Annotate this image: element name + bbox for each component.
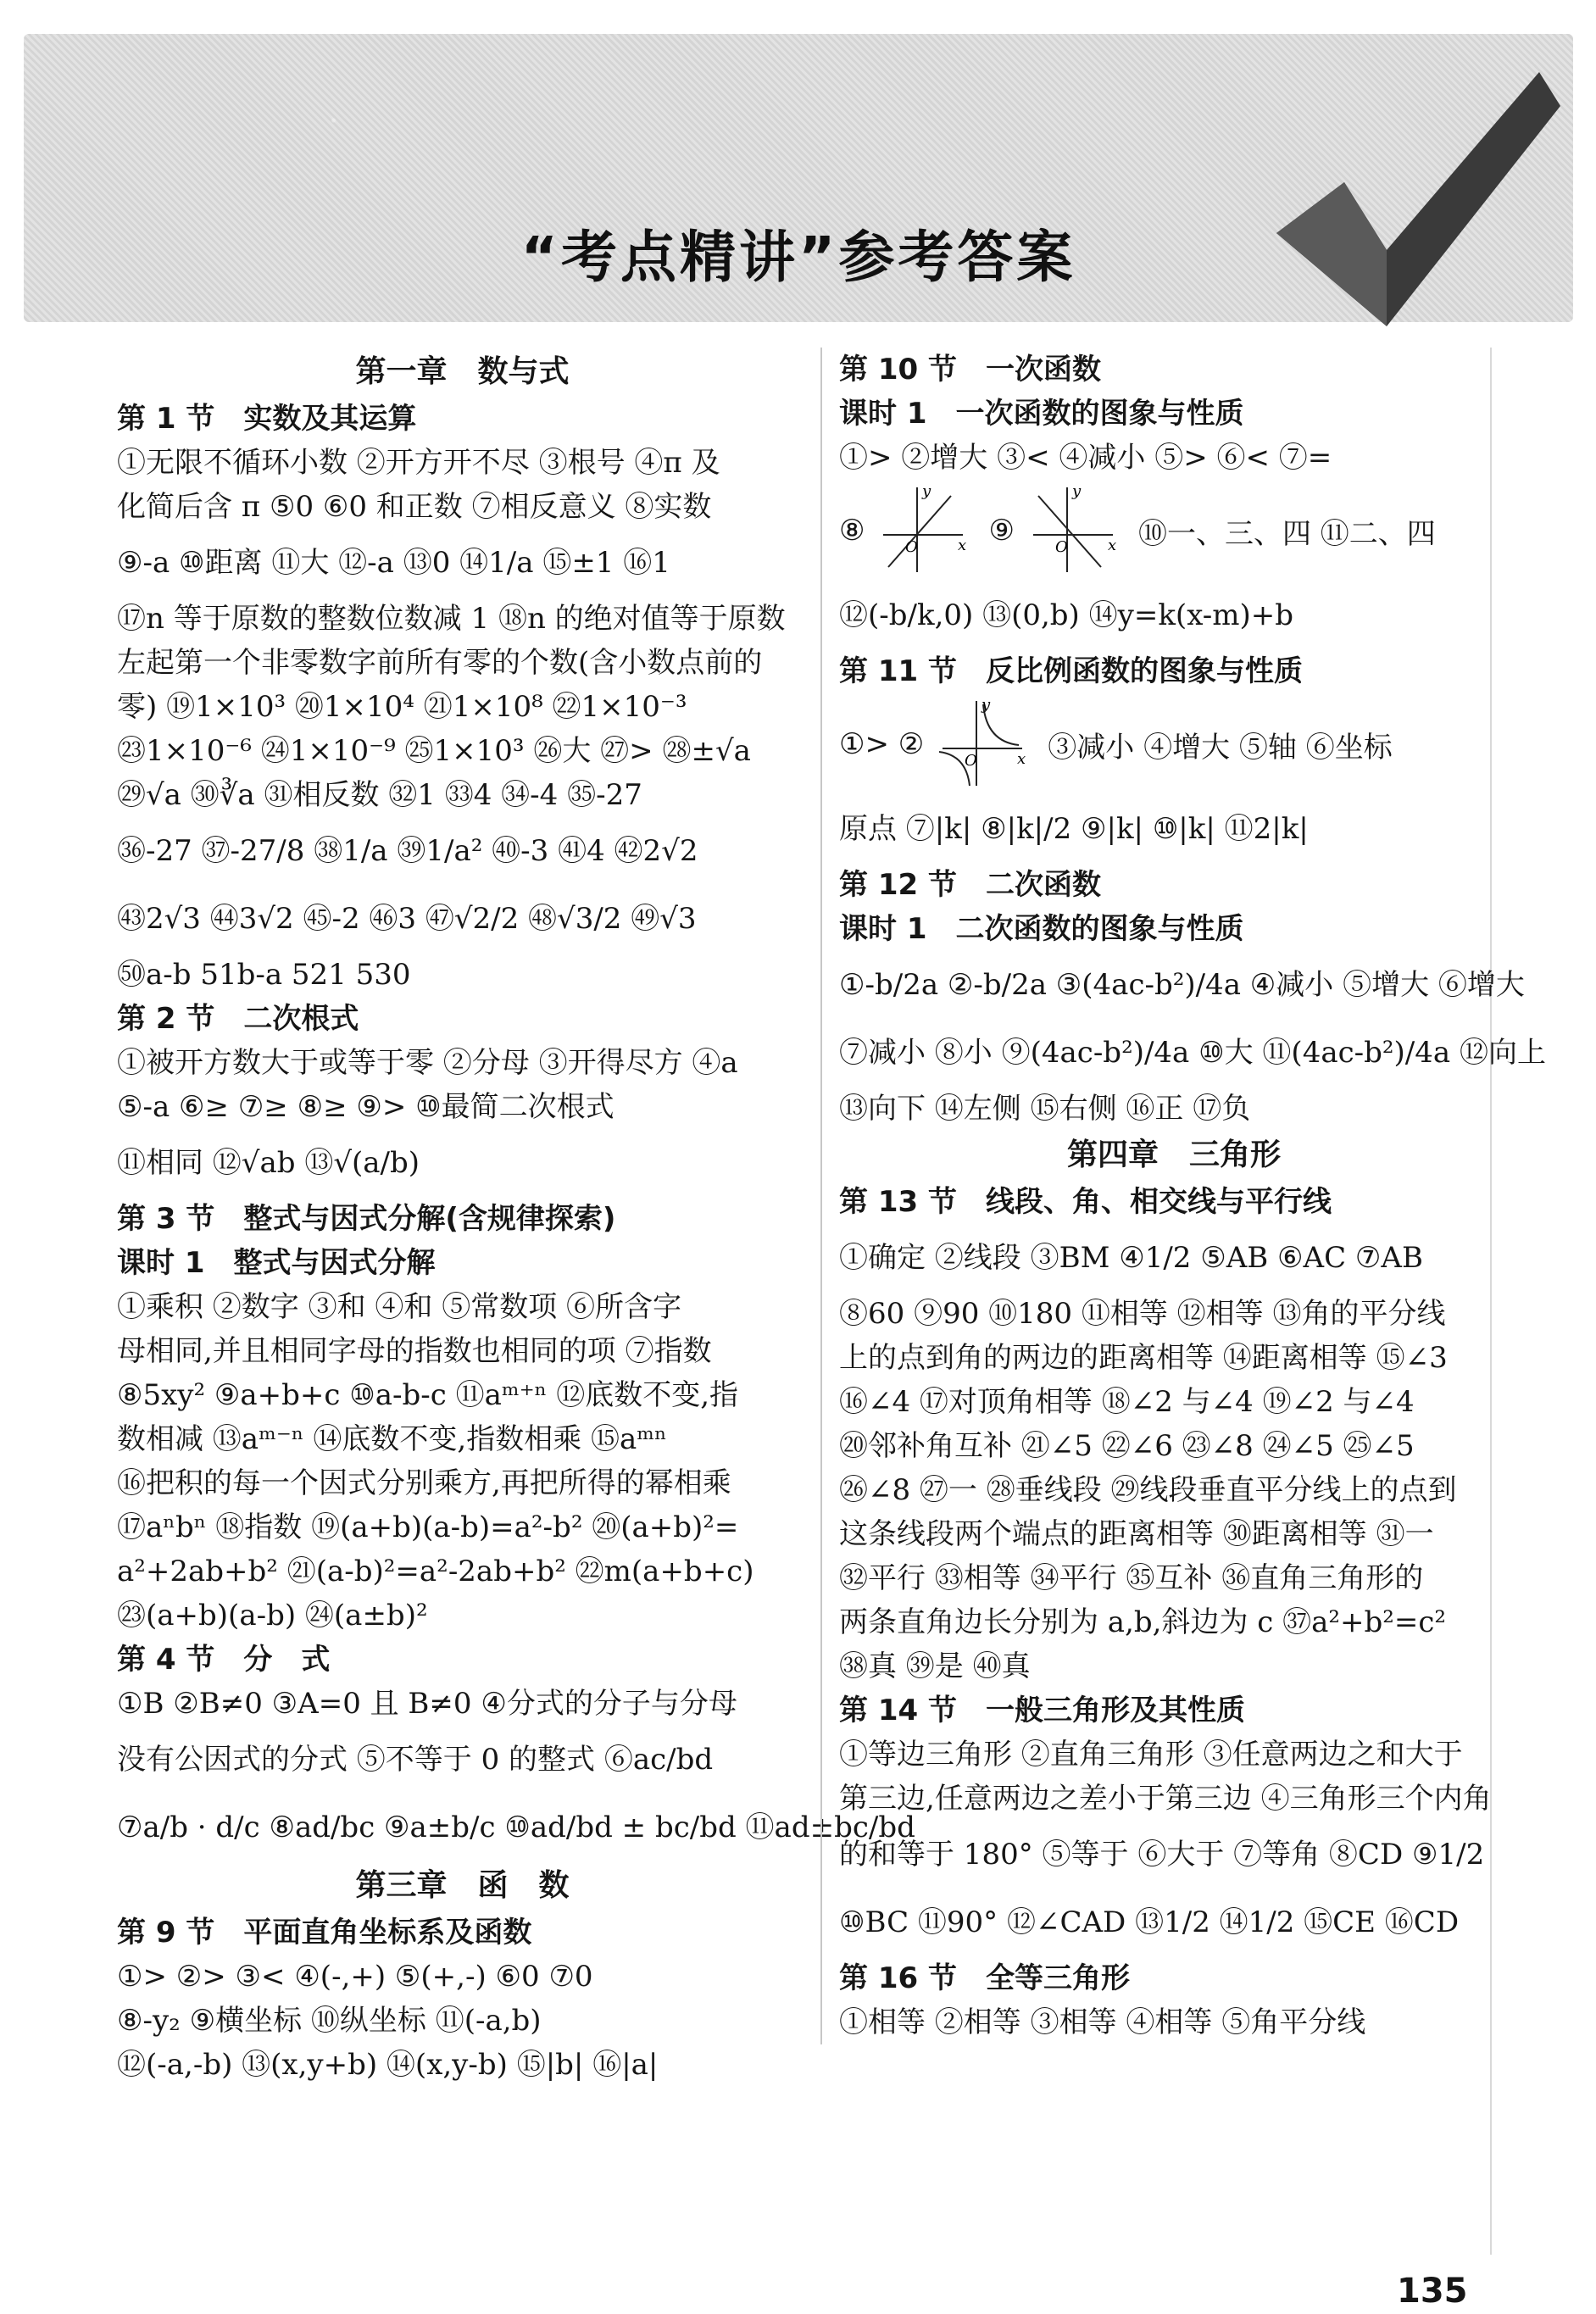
section-heading: 第 4 节 分 式 bbox=[117, 1643, 331, 1677]
answer-line: 原点 ⑦|k| ⑧|k|/2 ⑨|k| ⑩|k| ⑪2|k| bbox=[839, 812, 1309, 846]
answer-line: ①乘积 ②数字 ③和 ④和 ⑤常数项 ⑥所含字 bbox=[117, 1290, 682, 1324]
section-heading: 第 11 节 反比例函数的图象与性质 bbox=[839, 654, 1303, 688]
section-heading: 课时 1 整式与因式分解 bbox=[117, 1246, 436, 1280]
answer-line: ㉖∠8 ㉗一 ㉘垂线段 ㉙线段垂直平分线上的点到 bbox=[839, 1473, 1457, 1507]
answer-line: ⑪相同 ⑫√ab ⑬√(a/b) bbox=[117, 1146, 420, 1180]
graph-label: ⑧ bbox=[839, 514, 865, 548]
answer-line: ⑳邻补角互补 ㉑∠5 ㉒∠6 ㉓∠8 ㉔∠5 ㉕∠5 bbox=[839, 1429, 1415, 1463]
answer-line: ㊳真 ㊴是 ㊵真 bbox=[839, 1649, 1031, 1683]
section-heading: 第 12 节 二次函数 bbox=[839, 868, 1101, 902]
answer-line: ⑧5xy² ⑨a+b+c ⑩a-b-c ⑪aᵐ⁺ⁿ ⑫底数不变,指 bbox=[117, 1378, 739, 1412]
answer-line: ⑫(-b/k,0) ⑬(0,b) ⑭y=k(x-m)+b bbox=[839, 598, 1294, 632]
answer-line: ⑦减小 ⑧小 ⑨(4ac-b²)/4a ⑩大 ⑪(4ac-b²)/4a ⑫向上 bbox=[839, 1036, 1546, 1070]
answer-text: ⑩一、三、四 ⑪二、四 bbox=[1137, 516, 1436, 551]
graph-label: ⑨ bbox=[988, 514, 1015, 548]
section-heading: 第 10 节 一次函数 bbox=[839, 353, 1101, 387]
left-column bbox=[117, 348, 915, 2087]
answer-line: 上的点到角的两边的距离相等 ⑭距离相等 ⑮∠3 bbox=[839, 1341, 1448, 1375]
section-heading: 课时 1 二次函数的图象与性质 bbox=[839, 912, 1244, 946]
answer-line: 这条线段两个端点的距离相等 ㉚距离相等 ㉛一 bbox=[839, 1517, 1434, 1551]
answer-line: ㉓(a+b)(a-b) ㉔(a±b)² bbox=[117, 1599, 428, 1633]
page-number: 135 bbox=[1397, 2272, 1468, 2311]
section-heading: 第 9 节 平面直角坐标系及函数 bbox=[117, 1916, 532, 1950]
linear-graph bbox=[875, 484, 968, 577]
linear-graph-row bbox=[839, 480, 1509, 581]
answer-line: ⑯∠4 ⑰对顶角相等 ⑱∠2 与∠4 ⑲∠2 与∠4 bbox=[839, 1385, 1415, 1419]
inverse-graph-row bbox=[839, 693, 1509, 795]
svg-text:x: x bbox=[958, 537, 967, 554]
answer-line: ⑯把积的每一个因式分别乘方,再把所得的幂相乘 bbox=[117, 1466, 731, 1500]
answer-line: 两条直角边长分别为 a,b,斜边为 c ㊲a²+b²=c² bbox=[839, 1605, 1447, 1639]
answer-line: 化简后含 π ⑤0 ⑥0 和正数 ⑦相反意义 ⑧实数 bbox=[117, 490, 712, 524]
checkmark-icon bbox=[1260, 55, 1565, 343]
answer-line: 数相减 ⑬aᵐ⁻ⁿ ⑭底数不变,指数相乘 ⑮aᵐⁿ bbox=[117, 1422, 667, 1456]
answer-line: ⑧60 ⑨90 ⑩180 ⑪相等 ⑫相等 ⑬角的平分线 bbox=[839, 1297, 1446, 1331]
svg-text:x: x bbox=[1017, 750, 1026, 768]
answer-line: 左起第一个非零数字前所有零的个数(含小数点前的 bbox=[117, 646, 763, 680]
answer-line: ①> ②增大 ③< ④减小 ⑤> ⑥< ⑦= bbox=[839, 441, 1332, 475]
answer-text: ③减小 ④增大 ⑤轴 ⑥坐标 bbox=[1048, 730, 1393, 765]
section-heading: 第 13 节 线段、角、相交线与平行线 bbox=[839, 1185, 1332, 1219]
chapter-heading: 第四章 三角形 bbox=[1066, 1138, 1281, 1172]
right-column bbox=[820, 348, 1546, 2044]
section-heading: 课时 1 一次函数的图象与性质 bbox=[839, 397, 1244, 431]
svg-text:y: y bbox=[1071, 484, 1082, 500]
page-title: “考点精讲”参考答案 bbox=[520, 225, 1076, 290]
answer-line: ①确定 ②线段 ③BM ④1/2 ⑤AB ⑥AC ⑦AB bbox=[839, 1241, 1423, 1275]
answer-line: ⑰aⁿbⁿ ⑱指数 ⑲(a+b)(a-b)=a²-b² ⑳(a+b)²= bbox=[117, 1510, 739, 1544]
answer-line: ⑰n 等于原数的整数位数减 1 ⑱n 的绝对值等于原数 bbox=[117, 602, 786, 636]
section-heading: 第 1 节 实数及其运算 bbox=[117, 402, 417, 436]
answer-line: ⑧-y₂ ⑨横坐标 ⑩纵坐标 ⑪(-a,b) bbox=[117, 2004, 542, 2038]
answer-line: ㉙√a ㉚∛a ㉛相反数 ㉜1 ㉝4 ㉞-4 ㉟-27 bbox=[117, 778, 642, 812]
svg-text:O: O bbox=[965, 752, 978, 770]
answer-line: ⑤-a ⑥≥ ⑦≥ ⑧≥ ⑨> ⑩最简二次根式 bbox=[117, 1090, 614, 1124]
linear-graph bbox=[1025, 484, 1118, 577]
answer-line: ⑬向下 ⑭左侧 ⑮右侧 ⑯正 ⑰负 bbox=[839, 1092, 1251, 1126]
header-banner bbox=[24, 34, 1573, 322]
answer-content bbox=[100, 348, 1546, 2255]
chapter-heading: 第三章 函 数 bbox=[355, 1868, 570, 1903]
svg-text:y: y bbox=[922, 484, 931, 500]
answer-text: ①> ② bbox=[839, 727, 925, 761]
chapter-heading: 第一章 数与式 bbox=[355, 354, 570, 389]
answer-line: ㊱-27 ㊲-27/8 ㊳1/a ㊴1/a² ㊵-3 ㊶4 ㊷2√2 bbox=[117, 834, 698, 868]
answer-line: 母相同,并且相同字母的指数也相同的项 ⑦指数 bbox=[117, 1334, 712, 1368]
section-heading: 第 2 节 二次根式 bbox=[117, 1002, 359, 1036]
svg-text:y: y bbox=[982, 698, 991, 714]
section-heading: 第 3 节 整式与因式分解(含规律探索) bbox=[117, 1202, 616, 1236]
answer-line: 的和等于 180° ⑤等于 ⑥大于 ⑦等角 ⑧CD ⑨1/2 bbox=[839, 1838, 1485, 1872]
section-heading: 第 16 节 全等三角形 bbox=[839, 1961, 1130, 1995]
answer-line: 第三边,任意两边之差小于第三边 ④三角形三个内角 bbox=[839, 1782, 1492, 1816]
answer-line: a²+2ab+b² ㉑(a-b)²=a²-2ab+b² ㉒m(a+b+c) bbox=[117, 1555, 754, 1588]
answer-line: ⑨-a ⑩距离 ⑪大 ⑫-a ⑬0 ⑭1/a ⑮±1 ⑯1 bbox=[117, 546, 670, 580]
answer-line: 没有公因式的分式 ⑤不等于 0 的整式 ⑥ac/bd bbox=[117, 1743, 714, 1777]
answer-line: ①被开方数大于或等于零 ②分母 ③开得尽方 ④a bbox=[117, 1046, 738, 1080]
svg-text:x: x bbox=[1107, 537, 1117, 554]
answer-line: ⑫(-a,-b) ⑬(x,y+b) ⑭(x,y-b) ⑮|b| ⑯|a| bbox=[117, 2048, 659, 2082]
answer-line: ①> ②> ③< ④(-,+) ⑤(+,-) ⑥0 ⑦0 bbox=[117, 1960, 593, 1994]
answer-line: ①无限不循环小数 ②开方开不尽 ③根号 ④π 及 bbox=[117, 446, 720, 480]
answer-line: ①-b/2a ②-b/2a ③(4ac-b²)/4a ④减小 ⑤增大 ⑥增大 bbox=[839, 968, 1525, 1002]
answer-line: 零) ⑲1×10³ ⑳1×10⁴ ㉑1×10⁸ ㉒1×10⁻³ bbox=[117, 690, 687, 724]
svg-text:O: O bbox=[905, 538, 919, 556]
svg-text:O: O bbox=[1054, 538, 1068, 556]
answer-line: ①B ②B≠0 ③A=0 且 B≠0 ④分式的分子与分母 bbox=[117, 1687, 737, 1721]
inverse-graph bbox=[934, 698, 1027, 791]
answer-line: ①相等 ②相等 ③相等 ④相等 ⑤角平分线 bbox=[839, 2005, 1366, 2039]
section-heading: 第 14 节 一般三角形及其性质 bbox=[839, 1694, 1245, 1727]
answer-line: ①等边三角形 ②直角三角形 ③任意两边之和大于 bbox=[839, 1738, 1463, 1772]
answer-line: ㉓1×10⁻⁶ ㉔1×10⁻⁹ ㉕1×10³ ㉖大 ㉗> ㉘±√a bbox=[117, 734, 751, 768]
answer-line: ⑦a/b · d/c ⑧ad/bc ⑨a±b/c ⑩ad/bd ± bc/bd ⑪ad±bc/bd bbox=[117, 1811, 915, 1844]
answer-line: ⑩BC ⑪90° ⑫∠CAD ⑬1/2 ⑭1/2 ⑮CE ⑯CD bbox=[839, 1905, 1460, 1939]
answer-line: ㉜平行 ㉝相等 ㉞平行 ㉟互补 ㊱直角三角形的 bbox=[839, 1561, 1424, 1595]
answer-line: ㊸2√3 ㊹3√2 ㊺-2 ㊻3 ㊼√2/2 ㊽√3/2 ㊾√3 bbox=[117, 902, 697, 936]
answer-line: ㊿a-b 51b-a 521 530 bbox=[117, 958, 411, 992]
